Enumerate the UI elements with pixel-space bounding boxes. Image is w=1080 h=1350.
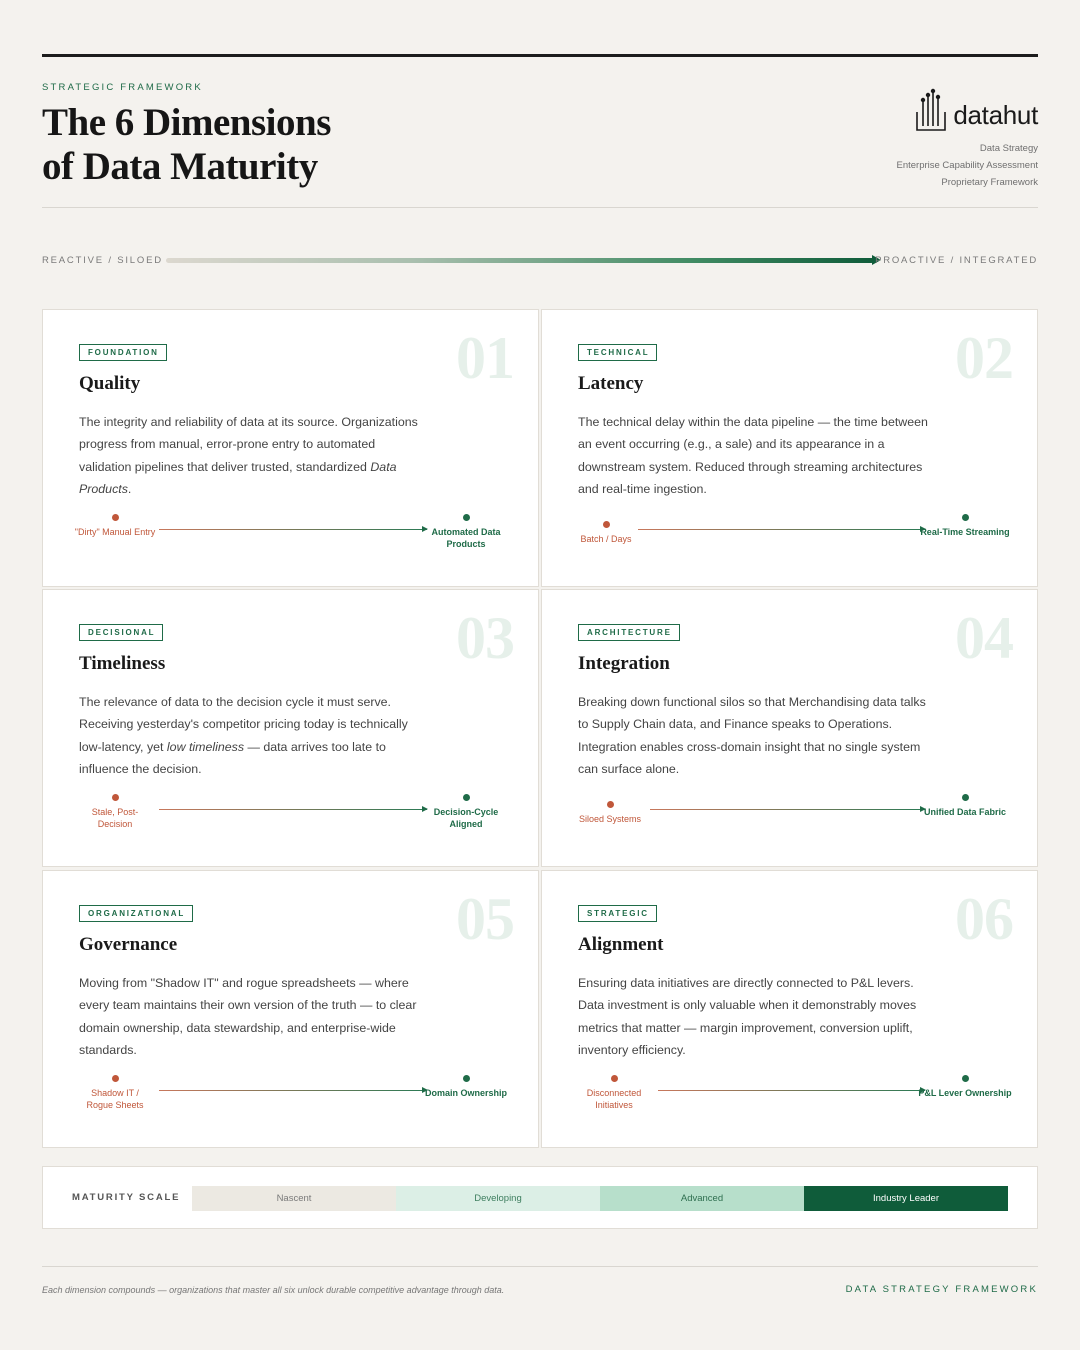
progression-arrow [658,1090,925,1091]
from-state: Siloed Systems [562,801,658,825]
progression-arrow [159,529,427,530]
dimension-card-quality [42,309,539,587]
to-dot-icon [463,794,470,801]
card-number: 01 [456,325,514,391]
progression-scale [578,794,1006,834]
brand-meta-line: Proprietary Framework [941,177,1038,188]
from-dot-icon [112,1075,119,1082]
card-title: Timeliness [79,653,166,674]
from-dot-icon [607,801,614,808]
card-title: Quality [79,373,141,394]
card-description: The technical delay within the data pipeline — the time between an event occurring (e.g., a sale) and its appearance in a downstream system. Reduced through streaming architectures and real-time ingestion. [578,415,928,497]
card-number: 03 [456,605,514,671]
dimension-card-integration [541,589,1038,867]
progression-arrow [638,529,925,530]
to-state: P&L Lever Ownership [917,1075,1013,1099]
from-state: Shadow IT / Rogue Sheets [67,1075,163,1111]
card-title: Integration [578,653,670,674]
progression-scale [74,514,502,554]
datahut-logo-icon [915,88,947,132]
card-description: The integrity and reliability of data at its source. Organizations progress from manual, error-prone entry to automated validation pipelines that deliver trusted, standardized Data Products. [79,415,418,497]
title-line-2: of Data Maturity [42,145,318,188]
from-dot-icon [603,521,610,528]
from-state: Batch / Days [558,521,654,545]
brand-block [896,86,1038,191]
to-dot-icon [962,1075,969,1082]
spectrum-left-label: REACTIVE / SILOED [42,255,163,266]
card-number: 06 [955,886,1013,952]
maturity-level-advanced: Advanced [600,1186,804,1211]
dimensions-grid [42,309,1038,1149]
progression-scale [79,794,502,834]
brand-meta-line: Enterprise Capability Assessment [896,160,1038,171]
dimension-card-latency [541,309,1038,587]
card-title: Governance [79,934,178,955]
logo [896,86,1038,132]
card-title: Latency [578,373,644,394]
spectrum-right-label: PROACTIVE / INTEGRATED [875,255,1038,266]
to-state: Real-Time Streaming [917,514,1013,538]
card-description: Moving from "Shadow IT" and rogue spreadsheets — where every team maintains their own version of the truth — to clear domain ownership, data stewardship, and enterprise-wide standards. [79,976,417,1058]
maturity-level-nascent: Nascent [192,1186,396,1211]
brand-meta [896,140,1038,191]
category-tag: FOUNDATION [79,344,167,361]
card-title: Alignment [578,934,664,955]
brand-name: datahut [953,100,1038,130]
progression-arrow [650,809,925,810]
top-rule [42,54,1038,57]
category-tag: TECHNICAL [578,344,657,361]
to-state: Domain Ownership [418,1075,514,1099]
card-description: Ensuring data initiatives are directly connected to P&L levers. Data investment is only valuable when it demonstrably moves metrics that matter — margin improvement, conversion uplift, inventory efficiency. [578,976,917,1058]
title-line-1: The 6 Dimensions [42,101,331,144]
brand-meta-line: Data Strategy [979,143,1038,154]
spectrum-gradient-bar [166,258,874,263]
eyebrow: STRATEGIC FRAMEWORK [42,82,203,93]
card-description: The relevance of data to the decision cycle it must serve. Receiving yesterday's competitor pricing today is technically low-latency, yet low timeliness — data arrives too late to influence the decision. [79,695,408,777]
category-tag: DECISIONAL [79,624,163,641]
category-tag: ORGANIZATIONAL [79,905,193,922]
footer-divider [42,1266,1038,1267]
progression-scale [79,1075,507,1115]
dimension-card-governance [42,870,539,1148]
from-state: Disconnected Initiatives [566,1075,662,1111]
header-divider [42,207,1038,208]
page-title [42,101,331,189]
progression-scale [578,1075,1012,1115]
footer-brand: DATA STRATEGY FRAMEWORK [845,1284,1038,1295]
maturity-spectrum [42,252,1038,268]
card-number: 04 [955,605,1013,671]
category-tag: STRATEGIC [578,905,657,922]
progression-arrow [159,1090,427,1091]
dimension-card-alignment [541,870,1038,1148]
to-dot-icon [463,514,470,521]
to-state: Unified Data Fabric [917,794,1013,818]
from-state: "Dirty" Manual Entry [67,514,163,538]
maturity-scale [42,1166,1038,1229]
card-number: 05 [456,886,514,952]
to-dot-icon [962,794,969,801]
maturity-scale-label: MATURITY SCALE [72,1192,181,1203]
page [42,0,1038,1350]
from-dot-icon [112,514,119,521]
from-state: Stale, Post-Decision [67,794,163,830]
to-state: Decision-Cycle Aligned [418,794,514,830]
to-dot-icon [463,1075,470,1082]
category-tag: ARCHITECTURE [578,624,680,641]
footer-note: Each dimension compounds — organizations that master all six unlock durable competitive advantage through data. [42,1285,505,1295]
to-state: Automated Data Products [418,514,514,550]
maturity-level-developing: Developing [396,1186,600,1211]
progression-arrow [159,809,427,810]
from-dot-icon [611,1075,618,1082]
from-dot-icon [112,794,119,801]
progression-scale [578,514,1010,554]
card-number: 02 [955,325,1013,391]
maturity-level-industry-leader: Industry Leader [804,1186,1008,1211]
dimension-card-timeliness [42,589,539,867]
to-dot-icon [962,514,969,521]
card-description: Breaking down functional silos so that Merchandising data talks to Supply Chain data, and Finance speaks to Operations. Integration enables cross-domain insight that no single system can surface alone. [578,695,926,777]
